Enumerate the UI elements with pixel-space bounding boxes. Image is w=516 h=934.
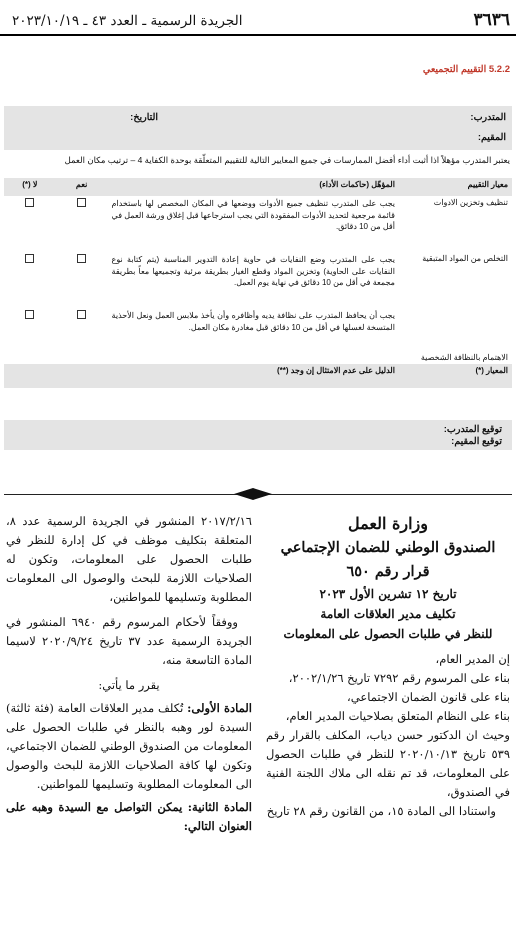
- no-checkbox-cell[interactable]: [4, 196, 56, 252]
- assessment-intro: يعتبر المتدرب مؤهلاً اذا أثبت أداء أفضل الممارسات في جميع المعايير التالية للتقييم المتعلّقة بوحدة الكفاية 4 – ترتيب مكان العمل: [64, 155, 510, 165]
- qualifier-cell: يجب على المتدرب تنظيف جميع الأدوات ووضعها في المكان المخصص لها باستخدام قائمة مرجعية لتحديد الأدوات المفقودة التي يجب استرجاعها قبل إغلاق ورشة العمل في أقل من 10 دقائق.: [111, 199, 395, 231]
- qualifier-cell: يجب أن يحافظ المتدرب على نظافة يديه وأظافره وأن يأخذ ملابس العمل ونعل الأحذية المتسخة لغسلها في أقل من 10 دقائق قبل مغادرة مكان العمل.: [111, 311, 395, 332]
- no-checkbox[interactable]: [25, 310, 34, 319]
- paragraph: إن المدير العام،: [435, 652, 510, 666]
- date-label: التاريخ:: [130, 112, 158, 123]
- yes-checkbox-cell[interactable]: [56, 252, 108, 308]
- decision-number: قرار رقم ٦٥٠: [346, 563, 430, 580]
- paragraph: وحيث ان الدكتور حسن دياب، المكلف بالقرار رقم ٥٣٩ تاريخ ٢٠٢٠/١٠/١٣ للنظر في طلبات الحصول على المعلومات، قد تم نقله الى ملاك اللجنة الفنية في الصندوق،: [266, 728, 510, 799]
- no-checkbox[interactable]: [25, 198, 34, 207]
- no-checkbox-cell[interactable]: [4, 252, 56, 308]
- col-criterion-header: معيار التقييم: [399, 178, 512, 196]
- decision-date: تاريخ ١٢ تشرين الأول ٢٠٢٣: [319, 587, 457, 601]
- paragraph: بناء على النظام المتعلق بصلاحيات المدير العام،: [285, 709, 510, 723]
- yes-checkbox-cell[interactable]: [56, 308, 108, 364]
- criterion-cell: الاهتمام بالنظافة الشخصية: [420, 353, 508, 362]
- page-number: ٣٦٣٦: [473, 10, 510, 30]
- footer-evidence: الدليل على عدم الامتثال إن وجد (**): [4, 364, 399, 388]
- article-1: [6, 699, 252, 794]
- table-row: [4, 196, 512, 252]
- yes-checkbox[interactable]: [77, 254, 86, 263]
- yes-checkbox-cell[interactable]: [56, 196, 108, 252]
- assessor-label: المقيم:: [477, 132, 506, 143]
- paragraph: بناء على المرسوم رقم ٧٢٩٢ تاريخ ٢٠٠٢/١/٢٦،: [288, 671, 510, 685]
- table-row: [4, 252, 512, 308]
- fund-title: الصندوق الوطني للضمان الإجتماعي: [280, 539, 496, 556]
- trainee-label: المتدرب:: [470, 112, 506, 123]
- article-2-label: المادة الثانية:: [187, 800, 252, 814]
- decision-right-column: [266, 512, 510, 821]
- col-qualifier-header: المؤهّل (حاكمات الأداء): [108, 178, 399, 196]
- header-rule: [0, 34, 516, 36]
- yes-checkbox[interactable]: [77, 310, 86, 319]
- section-title: 5.2.2 التقييم التجميعي: [422, 64, 510, 75]
- decision-subject-2: للنظر في طلبات الحصول على المعلومات: [283, 627, 493, 641]
- decision-subject-1: تكليف مدير العلاقات العامة: [320, 607, 456, 621]
- article-1-label: المادة الأولى:: [187, 701, 253, 715]
- footer-criterion: المعيار (*): [399, 364, 512, 388]
- qualifier-cell: يجب على المتدرب وضع النفايات في حاوية إعادة التدوير المناسبة (يتم كتابة نوع النفايات على الحاوية) وتخزين المواد وقطع الغيار بطريقة مرئية وتجميعها معاً بطريقة مجمعة في أقل من 10 دقائق في نهاية يوم العمل.: [111, 255, 395, 287]
- decides-heading: يقرر ما يأتي:: [98, 678, 160, 692]
- paragraph: ووفقاً لأحكام المرسوم رقم ٦٩٤٠ المنشور في الجريدة الرسمية عدد ٣٧ تاريخ ٢٠٢٠/٩/٢٤ لاسيما المادة التاسعة منه،: [6, 615, 252, 667]
- publication-title: الجريدة الرسمية ـ العدد ٤٣ ـ ٢٠٢٣/١٠/١٩: [12, 13, 243, 29]
- ministry-title: وزارة العمل: [348, 514, 428, 533]
- paragraph: بناء على قانون الضمان الاجتماعي،: [347, 690, 510, 704]
- article-2: [6, 798, 252, 836]
- assessor-signature-label: توقيع المقيم:: [451, 436, 502, 447]
- decision-left-column: [6, 512, 252, 836]
- yes-checkbox[interactable]: [77, 198, 86, 207]
- no-checkbox[interactable]: [25, 254, 34, 263]
- paragraph: ٢٠١٧/٢/١٦ المنشور في الجريدة الرسمية عدد ٨، المتعلقة بتكليف موظف في كل إدارة للنظر في طلبات الحصول على المعلومات، وتكون له الصلاحيات اللازمة للبحث والوصول الى المعلومات المطلوبة وتسليمها للمواطنين،: [6, 514, 252, 604]
- table-row: [4, 308, 512, 364]
- divider-ornament-icon: [234, 486, 272, 502]
- criterion-cell: تنظيف وتخزين الادوات: [433, 198, 508, 207]
- table-footer-row: [4, 364, 512, 388]
- signature-band: [4, 420, 512, 450]
- no-checkbox-cell[interactable]: [4, 308, 56, 364]
- col-no-header: لا (*): [4, 178, 56, 196]
- trainee-info-band: [4, 106, 512, 150]
- col-yes-header: نعم: [56, 178, 108, 196]
- trainee-signature-label: توقيع المتدرب:: [443, 424, 502, 435]
- article-1-text: تُكلف مدير العلاقات العامة (فئة ثالثة) السيدة لور وهبه بالنظر في طلبات الحصول على المعلومات من الصندوق الوطني للضمان الاجتماعي، وتكون لها كافة الصلاحيات اللازمة للبحث والوصول الى المعلومات المطلوبة وتسليمها للمواطنين.: [6, 701, 252, 791]
- article-2-text: يمكن التواصل مع السيدة وهبه على العنوان التالي:: [6, 800, 252, 833]
- criterion-cell: التخلص من المواد المتبقية: [422, 254, 508, 263]
- table-header-row: [4, 178, 512, 196]
- assessment-table: [4, 178, 512, 388]
- paragraph: واستنادا الى المادة ١٥، من القانون رقم ٢٨ تاريخ: [266, 804, 496, 818]
